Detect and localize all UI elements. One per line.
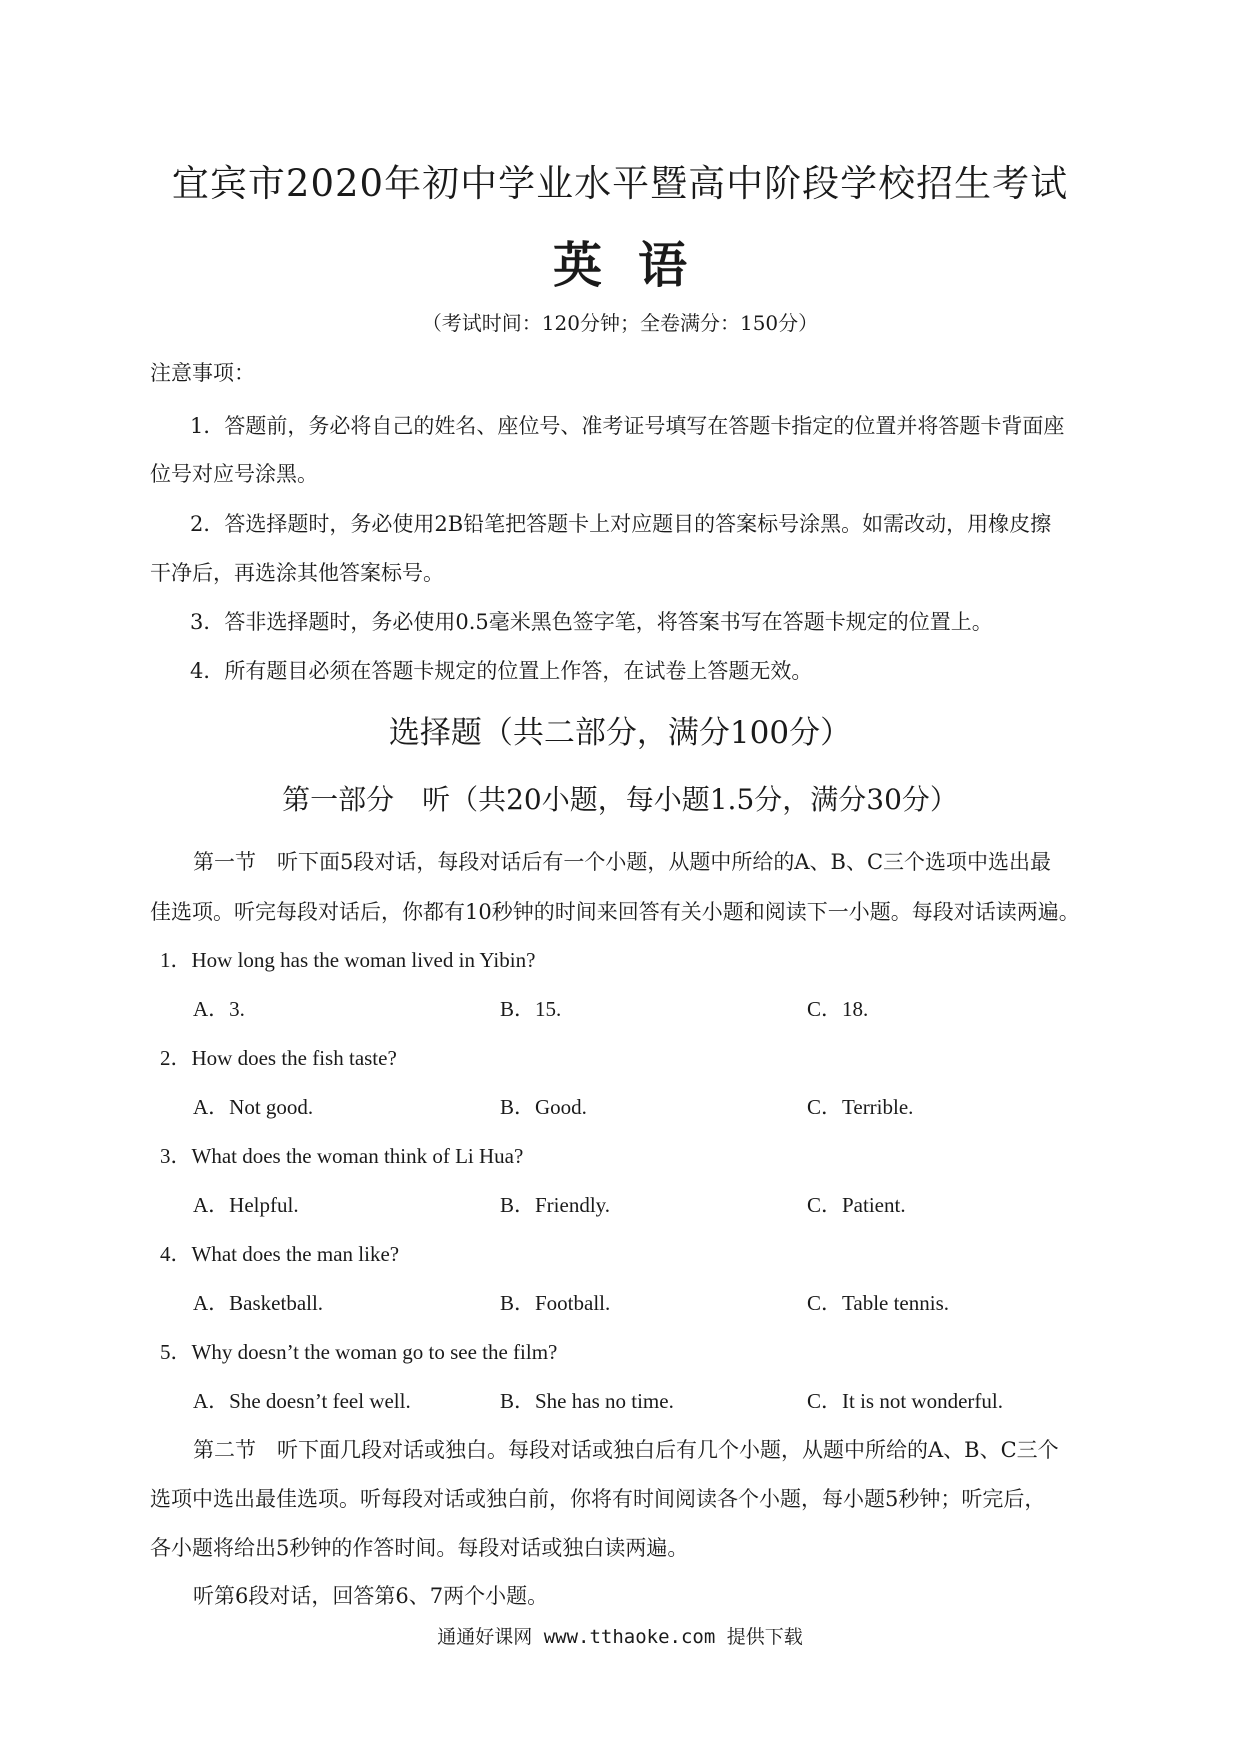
q5-option-b: B．She has no time. (500, 1389, 674, 1413)
question-3: 3．What does the woman think of Li Hua? (160, 1144, 524, 1168)
q3-option-a: A．Helpful. (193, 1193, 299, 1217)
question-2: 2．How does the fish taste? (160, 1046, 397, 1070)
section1-text-line1: 第一节 听下面5段对话，每段对话后有一个小题，从题中所给的A、B、C三个选项中选出最 (193, 850, 1052, 874)
exam-title: 宜宾市2020年初中学业水平暨高中阶段学校招生考试 (171, 162, 1069, 205)
question-1: 1．How long has the woman lived in Yibin? (160, 948, 536, 972)
q1-option-b: B．15. (500, 997, 562, 1021)
subject-title: 英语 (552, 236, 723, 294)
instruction-dialogue-6: 听第6段对话，回答第6、7两个小题。 (193, 1584, 549, 1608)
q5-option-a: A．She doesn’t feel well. (193, 1389, 411, 1413)
notice-item-2-line2: 干净后，再选涂其他答案标号。 (150, 561, 444, 585)
section2-text-line2: 选项中选出最佳选项。听每段对话或独白前，你将有时间阅读各个小题，每小题5秒钟；听完后， (150, 1487, 1046, 1511)
question-5: 5．Why doesn’t the woman go to see the film? (160, 1340, 558, 1364)
q3-option-b: B．Friendly. (500, 1193, 611, 1217)
notice-item-3: 3．答非选择题时，务必使用0.5毫米黑色签字笔，将答案书写在答题卡规定的位置上。 (190, 610, 993, 634)
notice-item-2-line1: 2．答选择题时，务必使用2B铅笔把答题卡上对应题目的答案标号涂黑。如需改动，用橡皮擦 (190, 512, 1052, 536)
section-main-title: 选择题（共二部分，满分100分） (388, 715, 852, 751)
section2-text-line3: 各小题将给出5秒钟的作答时间。每段对话或独白读两遍。 (150, 1536, 689, 1560)
section1-text-line2: 佳选项。听完每段对话后，你都有10秒钟的时间来回答有关小题和阅读下一小题。每段对话读两遍。 (150, 900, 1080, 924)
q3-option-c: C．Patient. (807, 1193, 906, 1217)
q4-option-c: C．Table tennis. (807, 1291, 950, 1315)
q2-option-c: C．Terrible. (807, 1095, 914, 1119)
q4-option-a: A．Basketball. (193, 1291, 324, 1315)
q1-option-c: C．18. (807, 997, 869, 1021)
footer-credit: 通通好课网 www.tthaoke.com 提供下载 (437, 1626, 803, 1648)
notice-item-1-line1: 1．答题前，务必将自己的姓名、座位号、准考证号填写在答题卡指定的位置并将答题卡背面座 (190, 414, 1065, 438)
q2-option-b: B．Good. (500, 1095, 587, 1119)
q2-option-a: A．Not good. (193, 1095, 314, 1119)
notice-item-1-line2: 位号对应号涂黑。 (150, 462, 318, 486)
notice-heading: 注意事项： (150, 361, 255, 385)
section2-text-line1: 第二节 听下面几段对话或独白。每段对话或独白后有几个小题，从题中所给的A、B、C三个 (193, 1438, 1059, 1462)
question-4: 4．What does the man like? (160, 1242, 400, 1266)
q4-option-b: B．Football. (500, 1291, 611, 1315)
q1-option-a: A．3. (193, 997, 245, 1021)
q5-option-c: C．It is not wonderful. (807, 1389, 1003, 1413)
notice-item-4: 4．所有题目必须在答题卡规定的位置上作答，在试卷上答题无效。 (190, 659, 813, 683)
part1-title: 第一部分 听（共20小题，每小题1.5分，满分30分） (282, 783, 958, 816)
exam-info: （考试时间：120分钟；全卷满分：150分） (421, 311, 819, 335)
